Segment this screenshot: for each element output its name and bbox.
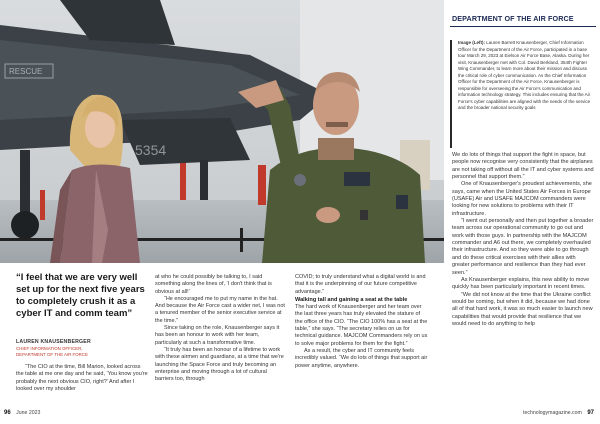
rc-paragraph: As Knausenberger explains, this new ability to move quickly has been particularly important in recent times.: [452, 276, 590, 291]
body-paragraph: “He encouraged me to put my name in the hat. And because the Air Force cast a wider net, I was not a tenured member of the senior executive service at the time.”: [155, 295, 285, 324]
body-column-2: [155, 274, 285, 383]
body-paragraph: COVID; to truly understand what a digital world is and that it is the underpinning of our future competitive advantage.”: [295, 274, 426, 295]
rc-paragraph: One of Knausenberger's proudest achievements, she says, came when the United States Air Forces in Europe (USAFE) Air and USAFE MAJCOM commanders were looking for new solutions to problems with their IT infrastructure.: [452, 181, 592, 217]
body-paragraph: As a result, the cyber and IT community feels incredibly valued. “We do lots of things that support air power anytime, anywhere.: [295, 347, 428, 369]
quote-role: [16, 346, 156, 357]
body-paragraph: at who he could possibly be talking to, I said something along the lines of, ‘I don't think that is obvious at all!’: [155, 274, 272, 295]
body-paragraph: “It truly has been an honour of a lifetime to work with these airmen and guardians, at a time that we're launching the Space Force and truly becoming an enterprise and moving through a lot of cultural barriers too, through: [155, 346, 284, 383]
quote-author: LAUREN KNAUSENBERGER: [16, 339, 91, 345]
hero-photo: [0, 0, 444, 263]
page-number-right: 97: [587, 410, 594, 416]
rc-paragraph: “We did not know at the time that the Ukraine conflict would be coming, but when it did, because we had done all of that hard work, it was so much easier to launch new capabilities that would provide that resilience that we would need to do anything to help: [452, 291, 593, 327]
quote-role-line: DEPARTMENT OF THE AIR FORCE: [16, 351, 88, 357]
rc-paragraph: “I went out personally and then put together a broader team across our operational community to go out and work with those guys. In partnership with the MAJCOM commander and A6 out there, we completely overhauled their infrastructure. And so they were able to go through and do these critical exercises with their allies with greater performance and resilience than they had ever seen.”: [452, 218, 594, 276]
body-paragraph: “The CIO at the time, Bill Marion, looked across the table at me one day and he said, ‘You know you're probably the next obvious CIO, right?’ And after I looked over my shoulder: [16, 364, 148, 392]
caption-text: Lauren Barrett Knausenberger, Chief Information Officer for the Department of the Air Force, participated in a base tour March 29, 2023 at Eielson Air Force Base, Alaska. During her visit, Knausenberger met with Col. David Berkland, 354th Fighter Wing Commander, to learn more about their mission and discuss the critical role of cyber communication. As the Chief Information Officer for the Department of the Air Force, Knausenberger is responsible for overseeing the Air Force's communication and information technology strategy. This includes ensuring that the Air Force's cyber capabilities are aligned with the needs of the service and the broader national security goals: [458, 40, 591, 111]
site-url: technologymagazine.com: [523, 410, 582, 416]
right-column-body: [452, 152, 594, 328]
page-number-left: 96: [4, 410, 11, 416]
photo-illustration: [0, 0, 444, 263]
header-divider: [450, 26, 596, 27]
caption-bar: [450, 40, 452, 148]
body-column-3: [295, 274, 429, 370]
footer-left: [4, 410, 40, 416]
section-header: DEPARTMENT OF THE AIR FORCE: [452, 14, 574, 23]
quote-role-line: CHIEF INFORMATION OFFICER,: [16, 346, 83, 351]
tail-number-text: 5354: [135, 142, 167, 158]
issue-date: June 2023: [16, 410, 41, 416]
caption-label: Image (Left):: [458, 40, 485, 45]
subheading: Walking tall and gaining a seat at the table: [295, 296, 408, 303]
fuselage-code-text: RESCUE: [9, 67, 43, 76]
pull-quote: “I feel that we are very well set up for the next five years to completely crush it as a cyber IT and comm team”: [16, 272, 145, 320]
image-caption: [458, 40, 594, 112]
body-paragraph: Since taking on the role, Knausenberger says it has been an honour to work with her team, particularly at such a transformative time.: [155, 325, 280, 346]
body-paragraph: The hard work of Knausenberger and her team over the last three years has truly elevated the stature of the office of the CIO. “The CIO 100% has a seat at the table,” she says. “The secretary relies on us for technical guidance. MAJCOM Commanders rely on us to solve major problems for them for the fight.”: [295, 304, 428, 347]
body-column-1: [16, 364, 148, 393]
rc-paragraph: We do lots of things that support the fight in space, but people now recognise very consistently that the airplanes are not taking off without all the IT and cyber systems and personnel that support them.”: [452, 152, 594, 181]
footer-right: [523, 410, 594, 416]
